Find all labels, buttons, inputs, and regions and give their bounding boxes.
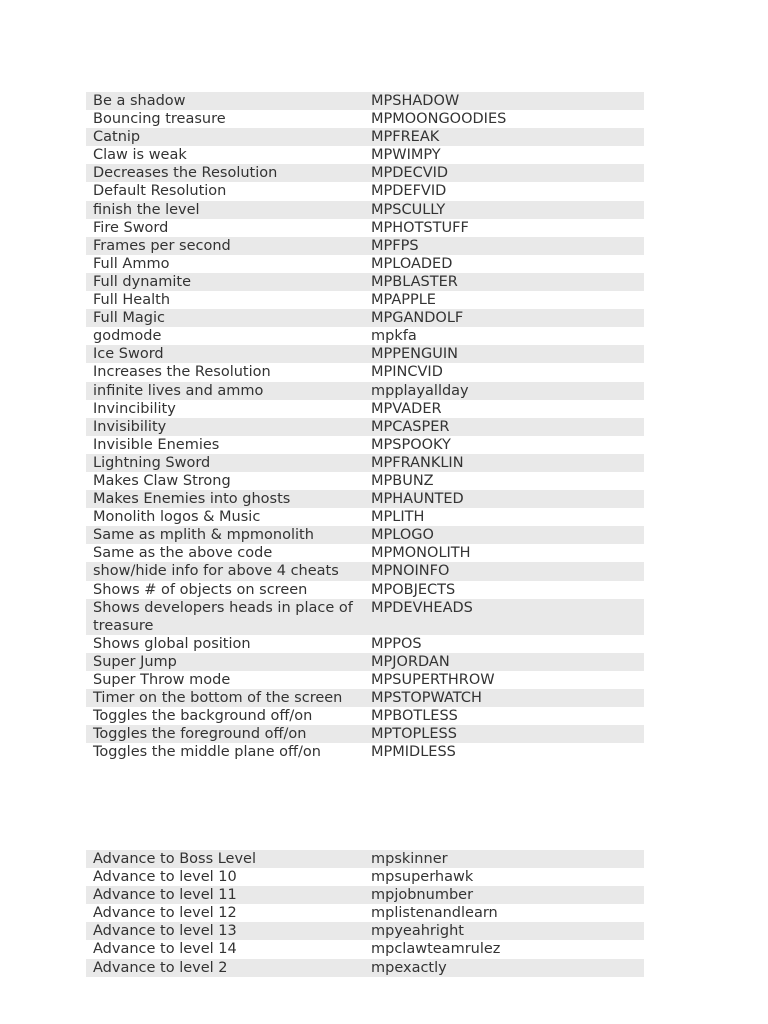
cheat-effect-cell: Fire Sword: [86, 219, 364, 237]
cheat-code-cell: MPSUPERTHROW: [364, 671, 644, 689]
cheat-effect-cell: Advance to level 12: [86, 904, 364, 922]
cheat-code-cell: MPSCULLY: [364, 201, 644, 219]
cheat-code-cell: MPOBJECTS: [364, 581, 644, 599]
table-row: [86, 599, 644, 635]
cheat-code-cell: MPMONOLITH: [364, 544, 644, 562]
cheat-effect-cell: Shows developers heads in place of treasure: [86, 599, 364, 635]
cheat-effect-cell: Same as mplith & mpmonolith: [86, 526, 364, 544]
table-row: [86, 454, 644, 472]
cheat-effect-cell: finish the level: [86, 201, 364, 219]
table-row: [86, 707, 644, 725]
cheat-effect-cell: Shows # of objects on screen: [86, 581, 364, 599]
cheat-effect-cell: Full Health: [86, 291, 364, 309]
cheat-effect-cell: Advance to level 14: [86, 940, 364, 958]
cheat-code-cell: mpyeahright: [364, 922, 644, 940]
cheat-effect-cell: Full Magic: [86, 309, 364, 327]
cheat-code-cell: mpskinner: [364, 850, 644, 868]
cheat-effect-cell: Lightning Sword: [86, 454, 364, 472]
cheat-code-cell: MPSHADOW: [364, 92, 644, 110]
table-row: [86, 904, 644, 922]
cheat-effect-cell: Monolith logos & Music: [86, 508, 364, 526]
table-row: [86, 526, 644, 544]
table-row: [86, 146, 644, 164]
table-row: [86, 472, 644, 490]
cheat-code-cell: mpkfa: [364, 327, 644, 345]
cheat-effect-cell: Catnip: [86, 128, 364, 146]
table-row: [86, 382, 644, 400]
table-row: [86, 940, 644, 958]
cheat-effect-cell: godmode: [86, 327, 364, 345]
cheat-code-cell: MPFRANKLIN: [364, 454, 644, 472]
table-row: [86, 219, 644, 237]
cheat-code-cell: MPINCVID: [364, 363, 644, 381]
cheat-code-cell: MPAPPLE: [364, 291, 644, 309]
cheat-code-cell: MPWIMPY: [364, 146, 644, 164]
table-row: [86, 725, 644, 743]
table-row: [86, 544, 644, 562]
cheat-code-cell: MPBUNZ: [364, 472, 644, 490]
table-row: [86, 922, 644, 940]
cheat-code-cell: MPBLASTER: [364, 273, 644, 291]
cheat-code-cell: MPBOTLESS: [364, 707, 644, 725]
cheat-code-cell: MPSTOPWATCH: [364, 689, 644, 707]
cheat-effect-cell: Bouncing treasure: [86, 110, 364, 128]
table-row: [86, 490, 644, 508]
table-row: [86, 273, 644, 291]
cheat-code-cell: mplistenandlearn: [364, 904, 644, 922]
cheat-effect-cell: Full dynamite: [86, 273, 364, 291]
cheat-code-cell: MPSPOOKY: [364, 436, 644, 454]
cheat-effect-cell: Advance to Boss Level: [86, 850, 364, 868]
cheat-effect-cell: Be a shadow: [86, 92, 364, 110]
cheat-effect-cell: Decreases the Resolution: [86, 164, 364, 182]
table-row: [86, 182, 644, 200]
cheat-code-cell: MPLITH: [364, 508, 644, 526]
cheat-code-cell: MPNOINFO: [364, 562, 644, 580]
table-row: [86, 128, 644, 146]
cheat-code-cell: mpexactly: [364, 959, 644, 977]
cheat-effect-cell: Full Ammo: [86, 255, 364, 273]
cheat-effect-cell: Super Jump: [86, 653, 364, 671]
cheat-effect-cell: Increases the Resolution: [86, 363, 364, 381]
cheat-effect-cell: Advance to level 10: [86, 868, 364, 886]
table-row: [86, 850, 644, 868]
cheat-effect-cell: Claw is weak: [86, 146, 364, 164]
cheat-code-cell: MPPENGUIN: [364, 345, 644, 363]
table-row: [86, 689, 644, 707]
table-row: [86, 653, 644, 671]
cheat-code-cell: mpclawteamrulez: [364, 940, 644, 958]
cheat-code-cell: mpjobnumber: [364, 886, 644, 904]
cheat-code-cell: MPJORDAN: [364, 653, 644, 671]
table-row: [86, 291, 644, 309]
table-row: [86, 635, 644, 653]
cheat-effect-cell: Super Throw mode: [86, 671, 364, 689]
table-row: [86, 110, 644, 128]
cheat-effect-cell: Advance to level 13: [86, 922, 364, 940]
cheat-effect-cell: show/hide info for above 4 cheats: [86, 562, 364, 580]
cheat-code-cell: MPMOONGOODIES: [364, 110, 644, 128]
cheat-effect-cell: Ice Sword: [86, 345, 364, 363]
cheat-effect-cell: Makes Claw Strong: [86, 472, 364, 490]
table-row: [86, 345, 644, 363]
cheat-effect-cell: Invisibility: [86, 418, 364, 436]
cheat-codes-table-body: [86, 92, 644, 761]
table-row: [86, 255, 644, 273]
cheat-effect-cell: Toggles the middle plane off/on: [86, 743, 364, 761]
cheat-code-cell: MPCASPER: [364, 418, 644, 436]
level-codes-table: [86, 850, 644, 977]
table-row: [86, 327, 644, 345]
cheat-code-cell: MPTOPLESS: [364, 725, 644, 743]
table-row: [86, 363, 644, 381]
cheat-code-cell: MPFREAK: [364, 128, 644, 146]
cheat-effect-cell: Invisible Enemies: [86, 436, 364, 454]
cheat-code-cell: MPGANDOLF: [364, 309, 644, 327]
cheat-code-cell: MPPOS: [364, 635, 644, 653]
cheat-code-cell: MPDECVID: [364, 164, 644, 182]
cheat-effect-cell: infinite lives and ammo: [86, 382, 364, 400]
cheat-codes-table: [86, 92, 644, 761]
cheat-effect-cell: Same as the above code: [86, 544, 364, 562]
table-row: [86, 237, 644, 255]
cheat-effect-cell: Shows global position: [86, 635, 364, 653]
table-row: [86, 743, 644, 761]
level-codes-table-body: [86, 850, 644, 977]
table-row: [86, 868, 644, 886]
table-row: [86, 508, 644, 526]
cheat-effect-cell: Advance to level 2: [86, 959, 364, 977]
table-row: [86, 400, 644, 418]
cheat-code-cell: MPHAUNTED: [364, 490, 644, 508]
cheat-effect-cell: Timer on the bottom of the screen: [86, 689, 364, 707]
cheat-code-cell: MPFPS: [364, 237, 644, 255]
cheat-code-cell: mpplayallday: [364, 382, 644, 400]
cheat-effect-cell: Invincibility: [86, 400, 364, 418]
table-row: [86, 886, 644, 904]
cheat-effect-cell: Toggles the background off/on: [86, 707, 364, 725]
cheat-effect-cell: Frames per second: [86, 237, 364, 255]
cheat-code-cell: mpsuperhawk: [364, 868, 644, 886]
table-row: [86, 436, 644, 454]
cheat-code-cell: MPHOTSTUFF: [364, 219, 644, 237]
table-row: [86, 562, 644, 580]
cheat-effect-cell: Makes Enemies into ghosts: [86, 490, 364, 508]
cheat-effect-cell: Advance to level 11: [86, 886, 364, 904]
table-row: [86, 581, 644, 599]
table-row: [86, 164, 644, 182]
table-row: [86, 418, 644, 436]
cheat-code-cell: MPMIDLESS: [364, 743, 644, 761]
cheat-code-cell: MPDEVHEADS: [364, 599, 644, 635]
cheat-effect-cell: Toggles the foreground off/on: [86, 725, 364, 743]
cheat-effect-cell: Default Resolution: [86, 182, 364, 200]
table-row: [86, 201, 644, 219]
table-row: [86, 309, 644, 327]
cheat-code-cell: MPLOGO: [364, 526, 644, 544]
cheat-code-cell: MPVADER: [364, 400, 644, 418]
cheat-code-cell: MPDEFVID: [364, 182, 644, 200]
table-row: [86, 959, 644, 977]
table-row: [86, 92, 644, 110]
table-row: [86, 671, 644, 689]
cheat-code-cell: MPLOADED: [364, 255, 644, 273]
